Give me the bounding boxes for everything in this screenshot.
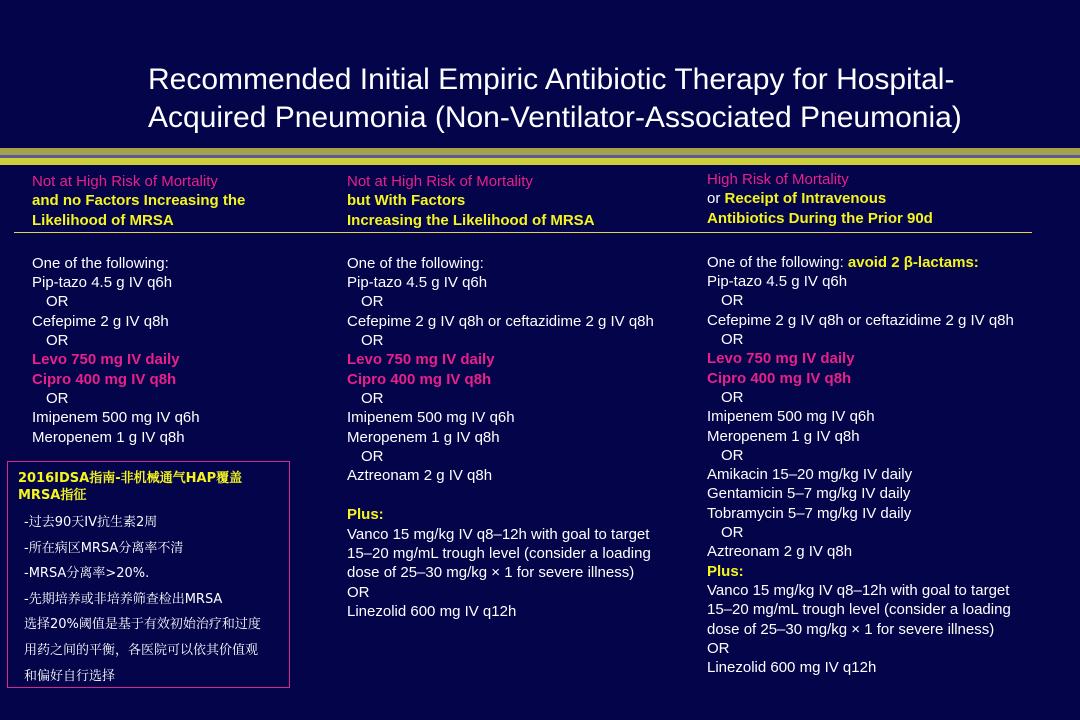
note-item: -先期培养或非培养筛查检出MRSA <box>24 591 223 607</box>
drug-line: Gentamicin 5–7 mg/kg IV daily <box>707 485 911 503</box>
plus-line: Vanco 15 mg/kg IV q8–12h with goal to target <box>707 581 1010 599</box>
drug-line: Aztreonam 2 g IV q8h <box>347 467 493 485</box>
column-intro-line <box>707 253 1014 272</box>
note-item: 用药之间的平衡，各医院可以依其价值观 <box>24 642 259 658</box>
plus-label: Plus: <box>707 562 744 580</box>
drug-line: Meropenem 1 g IV q8h <box>347 428 500 446</box>
title-line-1: Recommended Initial Empiric Antibiotic Therapy for Hospital- <box>148 63 955 96</box>
column-low-risk-with-mrsa <box>347 172 654 621</box>
note-item: -过去90天IV抗生素2周 <box>24 515 158 530</box>
column-header-line: and no Factors Increasing the <box>32 192 246 210</box>
drug-line: Meropenem 1 g IV q8h <box>707 427 860 445</box>
column-intro: One of the following: <box>347 254 484 272</box>
slide-title <box>148 61 1048 137</box>
drug-line: Pip-tazo 4.5 g IV q6h <box>32 274 173 292</box>
note-item: 选择20%阈值是基于有效初始治疗和过度 <box>24 617 261 633</box>
note-title-line-2: MRSA指征 <box>18 488 87 503</box>
or-separator: OR <box>361 447 384 465</box>
note-item: -所在病区MRSA分离率不清 <box>24 540 184 556</box>
or-separator: OR <box>361 389 384 407</box>
column-intro-warning: avoid 2 β-lactams: <box>847 253 979 271</box>
drug-line: Aztreonam 2 g IV q8h <box>707 543 853 561</box>
drug-line: Imipenem 500 mg IV q6h <box>707 408 875 426</box>
plus-line: Linezolid 600 mg IV q12h <box>707 659 877 677</box>
drug-line: Cefepime 2 g IV q8h or ceftazidime 2 g IV q8h <box>347 312 654 330</box>
or-separator: OR <box>721 331 744 349</box>
column-header-emphasis: Receipt of Intravenous <box>724 190 887 208</box>
column-high-risk <box>707 170 1014 677</box>
drug-line: Pip-tazo 4.5 g IV q6h <box>347 274 488 292</box>
drug-line: Cefepime 2 g IV q8h <box>32 312 169 330</box>
or-separator: OR <box>721 446 744 464</box>
note-item: 和偏好自行选择 <box>24 668 116 684</box>
drug-line: Cefepime 2 g IV q8h or ceftazidime 2 g IV q8h <box>707 311 1014 329</box>
column-header-line: Antibiotics During the Prior 90d <box>707 209 933 227</box>
title-line-2: Acquired Pneumonia (Non-Ventilator-Associated Pneumonia) <box>148 101 962 134</box>
or-separator: OR <box>721 388 744 406</box>
or-separator: OR <box>347 583 370 601</box>
or-separator: OR <box>46 389 69 407</box>
column-header-line: Likelihood of MRSA <box>32 211 174 229</box>
note-item: -MRSA分离率>20%. <box>24 566 150 582</box>
or-separator: OR <box>46 293 69 311</box>
column-risk-label: Not at High Risk of Mortality <box>347 173 533 190</box>
plus-line: Vanco 15 mg/kg IV q8–12h with goal to target <box>347 525 650 543</box>
column-intro: One of the following: <box>707 253 848 271</box>
drug-line: Levo 750 mg IV daily <box>347 351 495 369</box>
column-risk-label: High Risk of Mortality <box>707 171 849 188</box>
column-header-line: Increasing the Likelihood of MRSA <box>347 211 595 229</box>
column-header-line <box>707 189 1014 208</box>
plus-line: 15–20 mg/mL trough level (consider a loading <box>347 545 651 563</box>
drug-line: Cipro 400 mg IV q8h <box>347 370 492 388</box>
plus-line: Linezolid 600 mg IV q12h <box>347 602 517 620</box>
note-title-line-1: 2016IDSA指南-非机械通气HAP覆盖 <box>18 471 243 486</box>
or-separator: OR <box>46 332 69 350</box>
drug-line: Imipenem 500 mg IV q6h <box>32 409 200 427</box>
drug-line: Tobramycin 5–7 mg/kg IV daily <box>707 504 912 522</box>
plus-line: 15–20 mg/mL trough level (consider a loading <box>707 601 1011 619</box>
drug-line: Cipro 400 mg IV q8h <box>707 369 852 387</box>
drug-line: Meropenem 1 g IV q8h <box>32 428 185 446</box>
column-low-risk-no-mrsa <box>32 172 245 447</box>
divider-bar-bottom <box>0 158 1080 165</box>
or-separator: OR <box>721 524 744 542</box>
plus-line: dose of 25–30 mg/kg × 1 for severe illness) <box>707 620 995 638</box>
drug-line: Pip-tazo 4.5 g IV q6h <box>707 273 848 291</box>
drug-line: Levo 750 mg IV daily <box>32 351 180 369</box>
column-risk-label: Not at High Risk of Mortality <box>32 173 218 190</box>
column-header-line: but With Factors <box>347 192 466 210</box>
plus-line: dose of 25–30 mg/kg × 1 for severe illness) <box>347 564 635 582</box>
or-separator: OR <box>707 639 730 657</box>
or-separator: OR <box>721 292 744 310</box>
drug-line: Imipenem 500 mg IV q6h <box>347 409 515 427</box>
drug-line: Levo 750 mg IV daily <box>707 350 855 368</box>
drug-line: Amikacin 15–20 mg/kg IV daily <box>707 466 913 484</box>
or-separator: OR <box>361 293 384 311</box>
or-separator: OR <box>361 332 384 350</box>
or-connector: or <box>707 190 725 208</box>
plus-label: Plus: <box>347 506 384 524</box>
divider-bar-top <box>0 148 1080 155</box>
mrsa-guideline-note <box>7 461 290 688</box>
drug-line: Cipro 400 mg IV q8h <box>32 370 177 388</box>
column-intro: One of the following: <box>32 254 169 272</box>
